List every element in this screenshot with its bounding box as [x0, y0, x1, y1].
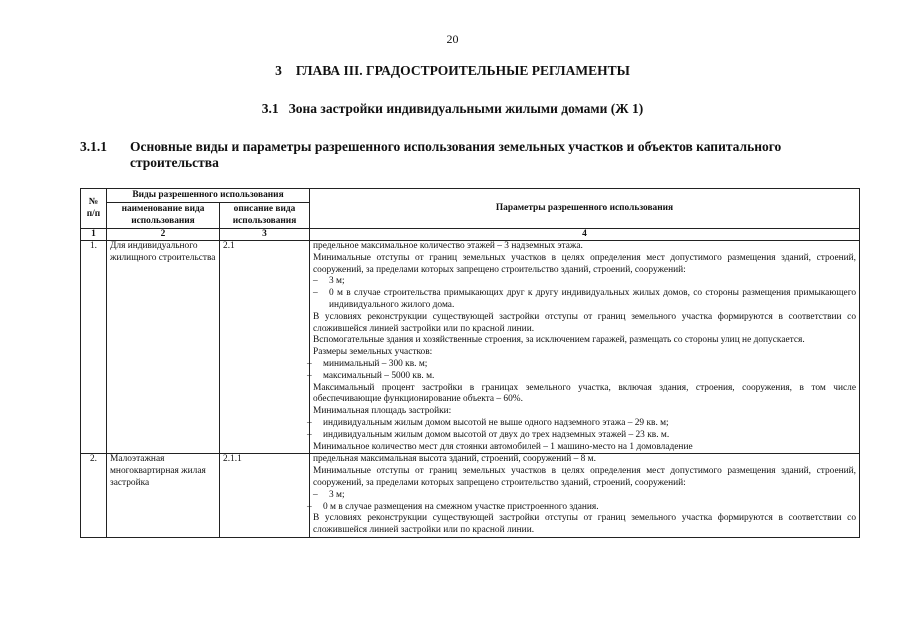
dash-bullet: – — [307, 370, 312, 381]
table-row — [81, 241, 860, 454]
header-name: наименование вида использования — [107, 203, 220, 229]
param-list-item: – 0 м в случае размещения на смежном участке пристроенного здания. — [307, 501, 599, 512]
table-row — [81, 454, 860, 538]
chapter-title — [0, 63, 905, 79]
row-use-code: 2.1.1 — [220, 454, 310, 538]
chapter-number: 3 — [275, 63, 282, 78]
index-cell: 4 — [310, 229, 860, 241]
dash-bullet: – — [313, 276, 318, 287]
dash-bullet: – — [313, 288, 318, 299]
param-line: предельное максимальное количество этажей – 3 надземных этажа. — [313, 241, 583, 251]
index-cell: 2 — [107, 229, 220, 241]
section-title — [0, 101, 905, 117]
param-line: Минимальное количество мест для стоянки автомобилей – 1 машино-место на 1 домовладение — [313, 441, 693, 452]
index-cell: 1 — [81, 229, 107, 241]
index-cell: 3 — [220, 229, 310, 241]
header-params: Параметры разрешенного использования — [310, 189, 860, 229]
param-list-item: – 3 м; — [313, 276, 345, 287]
row-use-name: Для индивидуального жилищного строительства — [107, 241, 220, 454]
param-list-item: – максимальный – 5000 кв. м. — [307, 370, 435, 381]
row-parameters — [307, 241, 860, 454]
param-line: Минимальные отступы от границ земельных участков в целях определения мест допустимого размещения зданий, строений, сооружений, за пределами которых запрещено строительство зданий, строений, сооружений: — [313, 466, 857, 488]
header-desc: описание вида использования — [220, 203, 310, 229]
param-line: Размеры земельных участков: — [313, 347, 433, 358]
param-list-item: – индивидуальным жилым домом высотой от двух до трех надземных этажей – 23 кв. м. — [307, 429, 670, 440]
row-use-code: 2.1 — [220, 241, 310, 454]
row-number: 1. — [81, 241, 107, 454]
dash-bullet: – — [307, 429, 312, 440]
param-line: Минимальные отступы от границ земельных участков в целях определения мест допустимого размещения зданий, строений, сооружений, за пределами которых запрещено строительство зданий, строений, сооружений: — [313, 252, 857, 275]
row-parameters — [307, 454, 860, 538]
param-line: В условиях реконструкции существующей застройки отступы от границ земельного участка формируются в соответствии со сложившейся линией застройки или по красной линии. — [313, 311, 857, 334]
section-number: 3.1 — [261, 101, 279, 116]
param-line: В условиях реконструкции существующей застройки отступы от границ земельного участка формируются в соответствии со сложившейся линией застройки или по красной линии. — [313, 513, 857, 536]
dash-bullet: – — [307, 358, 312, 369]
section-title-text: Зона застройки индивидуальными жилыми домами (Ж 1) — [288, 101, 644, 116]
dash-bullet: – — [307, 501, 312, 512]
regulations-table — [80, 188, 860, 538]
chapter-title-text: ГЛАВА III. ГРАДОСТРОИТЕЛЬНЫЕ РЕГЛАМЕНТЫ — [295, 63, 630, 78]
subsection-number: 3.1.1 — [80, 139, 107, 154]
param-line: Минимальная площадь застройки: — [313, 406, 452, 417]
param-list-item: – минимальный – 300 кв. м; — [307, 358, 428, 369]
param-list-item: – индивидуальным жилым домом высотой не выше одного надземного этажа – 29 кв. м; — [307, 417, 669, 428]
dash-bullet: – — [313, 489, 318, 500]
subsection-title: Основные виды и параметры разрешенного использования земельных участков и объектов капитального строительства — [130, 139, 782, 170]
header-num: № п/п — [81, 189, 107, 229]
param-list-item: – 0 м в случае строительства примыкающих друг к другу индивидуальных жилых домов, со стороны размещения примыкающего индивидуального жилого дома. — [313, 288, 857, 310]
page-number: 20 — [446, 32, 459, 46]
row-number: 2. — [81, 454, 107, 538]
param-line: Вспомогательные здания и хозяйственные строения, за исключением гаражей, размещать со стороны улиц не допускается. — [313, 335, 805, 346]
dash-bullet: – — [307, 417, 312, 428]
param-line: Максимальный процент застройки в границах земельного участка, включая здания, строения, сооружения, в том числе обеспечивающие функционирование объекта – 60%. — [313, 382, 857, 405]
row-use-name: Малоэтажная многоквартирная жилая застройка — [107, 454, 220, 538]
header-group: Виды разрешенного использования — [107, 189, 310, 203]
param-line: предельная максимальная высота зданий, строений, сооружений – 8 м. — [313, 454, 596, 465]
param-list-item: – 3 м; — [313, 489, 345, 500]
